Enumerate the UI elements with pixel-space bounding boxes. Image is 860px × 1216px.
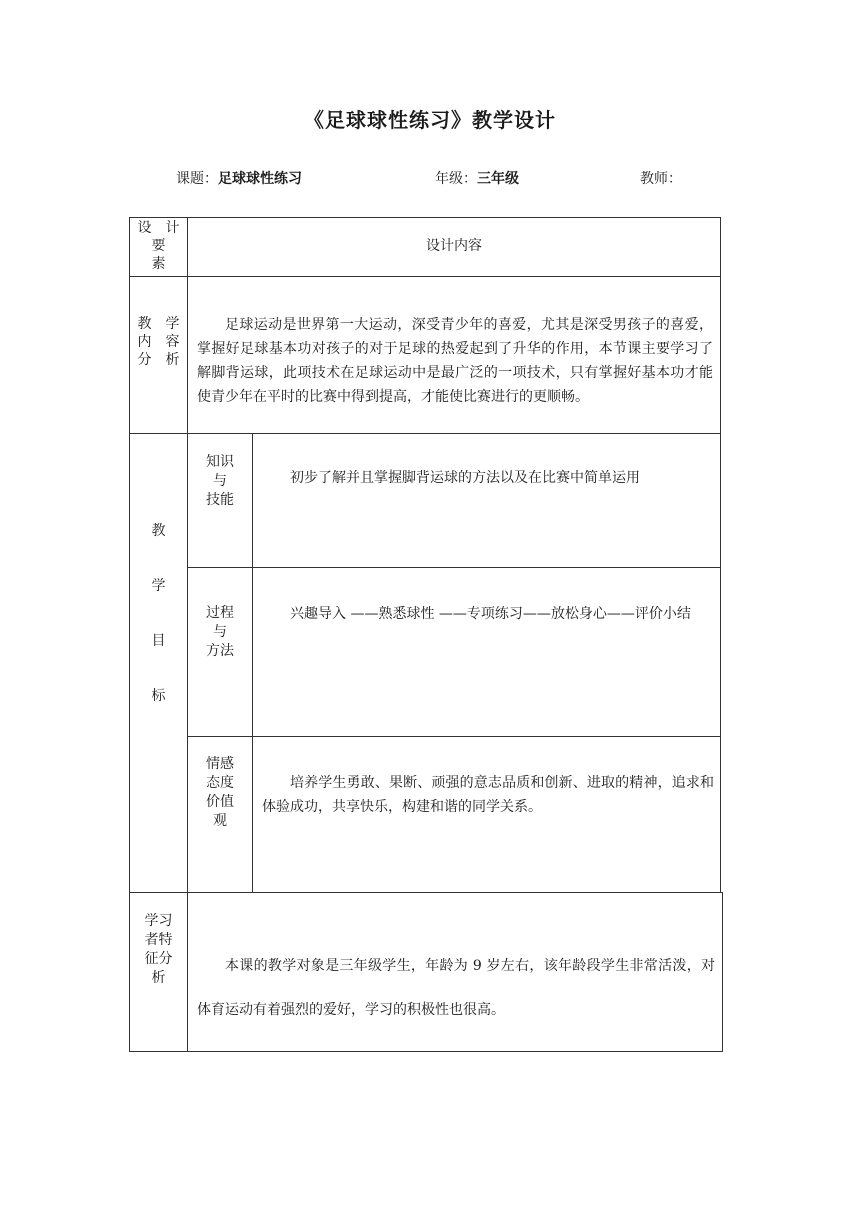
analysis-text: 足球运动是世界第一大运动，深受青少年的喜爱，尤其是深受男孩子的喜爱，掌握好足球基本功对孩子的对于足球的热爱起到了升华的作用，本节课主要学习了解脚背运球，此项技术在足球运动中是最广泛的一项技术，只有掌握好基本功才能使青少年在平时的比赛中得到提高，才能使比赛进行的更顺畅。 — [197, 317, 713, 405]
attitude-values-label-line: 情感 — [206, 756, 234, 772]
attitude-values-label — [188, 755, 252, 831]
teacher-line — [640, 168, 682, 188]
knowledge-skills-label-line: 与 — [213, 473, 227, 489]
header-label-line: 设 计 — [137, 220, 180, 236]
learner-analysis-label-line: 者特 — [144, 932, 173, 948]
topic-label: 课题： — [176, 171, 218, 187]
document-title: 《足球球性练习》教学设计 — [304, 108, 556, 132]
knowledge-skills-label-line: 知识 — [206, 454, 234, 470]
learner-analysis-label — [130, 912, 187, 988]
goals-label-char: 学 — [151, 578, 166, 594]
knowledge-skills-text: 初步了解并且掌握脚背运球的方法以及在比赛中简单运用 — [290, 470, 640, 486]
topic-value: 足球球性练习 — [218, 171, 302, 187]
attitude-values-text: 培养学生勇敢、果断、顽强的意志品质和创新、进取的精神，追求和体验成功，共享快乐，构建和谐的同学关系。 — [262, 775, 714, 815]
grade-label: 年级： — [435, 171, 477, 187]
goals-label-char: 目 — [151, 633, 166, 649]
process-methods-label-line: 与 — [213, 624, 227, 640]
grade-line — [435, 168, 519, 188]
attitude-values-label-line: 观 — [213, 813, 227, 829]
learner-analysis-label-line: 析 — [151, 970, 166, 986]
process-methods-label — [188, 604, 252, 661]
knowledge-skills-label — [188, 453, 252, 510]
analysis-label-line: 内 容 — [137, 334, 180, 350]
knowledge-skills-label-line: 技能 — [206, 492, 234, 508]
teacher-label: 教师： — [640, 171, 682, 187]
analysis-label-line: 分 析 — [137, 352, 180, 368]
goals-label-char: 教 — [151, 523, 166, 539]
process-methods-text: 兴趣导入 ——熟悉球性 ——专项练习——放松身心——评价小结 — [290, 606, 691, 622]
header-label — [130, 219, 187, 273]
attitude-values-label-line: 价值 — [206, 794, 234, 810]
grade-value: 三年级 — [477, 171, 519, 187]
process-methods-label-line: 过程 — [206, 605, 234, 621]
header-label-line: 要 — [151, 238, 166, 254]
analysis-label — [130, 315, 187, 369]
header-content-label: 设计内容 — [426, 238, 482, 254]
attitude-values-label-line: 态度 — [206, 775, 234, 791]
learner-analysis-label-line: 征分 — [144, 951, 173, 967]
header-label-line: 素 — [151, 256, 166, 272]
process-methods-label-line: 方法 — [206, 643, 234, 659]
analysis-label-line: 教 学 — [137, 316, 180, 332]
topic-line — [176, 168, 302, 188]
goals-label-char: 标 — [151, 688, 166, 704]
learner-analysis-text: 本课的教学对象是三年级学生，年龄为 9 岁左右，该年龄段学生非常活泼，对体育运动有着强烈的爱好，学习的积极性也很高。 — [197, 958, 715, 1018]
learner-analysis-label-line: 学习 — [144, 913, 173, 929]
